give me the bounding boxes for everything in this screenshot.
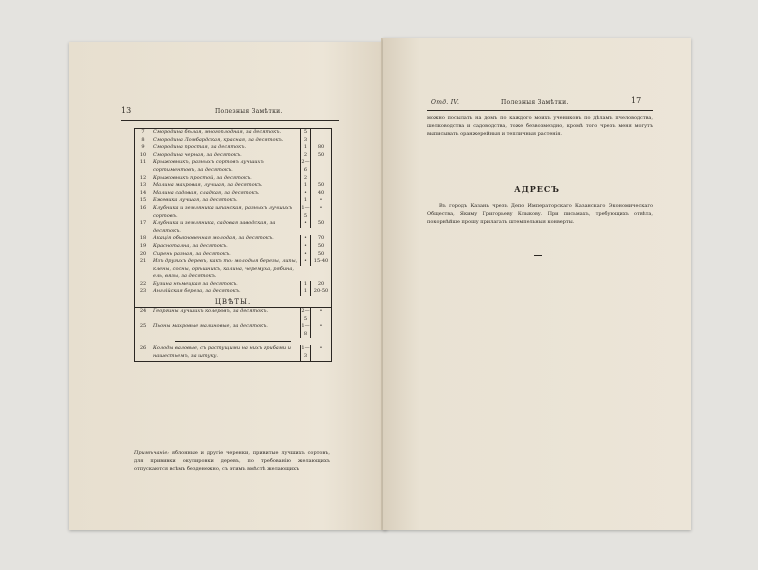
row-number: 7	[141, 129, 145, 135]
table-row	[135, 323, 331, 338]
row-description: Акація обыкновенная молодая, за десятокъ.	[153, 235, 274, 242]
row-description: Клубника и земляника, садовая заводская, за десятокъ.	[153, 220, 276, 234]
row-kopecks: •	[319, 345, 323, 352]
row-rubles: 2—5	[301, 308, 310, 322]
row-number: 24	[139, 308, 147, 315]
footnote-text: яблонные и другіе черенки, привитые лучшихъ сортовъ, для прививки окулировки деревъ, по требованію желающихъ отпускаются всѣмъ безденежно, съ этимъ вмѣстѣ желающихъ	[134, 450, 331, 472]
right-page	[383, 38, 691, 530]
row-kopecks: 70	[317, 235, 325, 242]
table-row	[135, 235, 331, 243]
address-heading: АДРЕСЪ	[514, 184, 560, 194]
top-paragraph: можно посылать на домъ по каждого моихъ учениковъ по дѣламъ пчеловодства, шелководства и садоводства, тоже безвозмездно, кромѣ того чрезъ меня могутъ выписывать оранжерейныя и тепличныя растенія.	[427, 115, 653, 137]
row-description: Клубника и земляника шпанская, разныхъ лучшихъ сортовъ.	[153, 204, 293, 219]
row-rubles: 1—3	[301, 345, 310, 360]
row-rubles: •	[300, 190, 311, 198]
row-number: 14	[139, 189, 147, 196]
row-description: Бузина нѣмецкая за десятокъ.	[153, 280, 238, 287]
row-kopecks: •	[319, 323, 323, 330]
row-number: 19	[139, 242, 147, 249]
row-number: 8	[141, 136, 145, 143]
closing-dash	[534, 255, 542, 256]
row-rubles: •	[300, 243, 311, 251]
row-kopecks: 80	[317, 144, 325, 151]
row-kopecks: 50	[317, 182, 325, 189]
row-description: Пьоны махровые малиновые, за десятокъ.	[153, 323, 268, 330]
section-title-flowers: ЦВѢТЫ.	[135, 296, 331, 308]
row-rubles: 1	[300, 197, 311, 205]
row-description: Сирень разная, за десятокъ.	[153, 250, 231, 257]
row-kopecks: 40	[317, 189, 325, 196]
row-number: 9	[141, 144, 145, 151]
row-rubles: 1	[300, 288, 311, 296]
header-rule	[121, 120, 339, 121]
row-rubles: 1	[300, 144, 311, 152]
table-divider	[175, 341, 291, 342]
table-row	[135, 258, 331, 281]
row-number: 20	[139, 250, 147, 257]
footnote-label: Примѣчаніе:	[134, 450, 169, 456]
row-number: 25	[139, 323, 147, 330]
row-number: 17	[139, 220, 147, 227]
table-row	[135, 251, 331, 259]
row-kopecks: •	[319, 308, 323, 315]
row-description: Малина садовая, сладкая, за десятокъ.	[153, 189, 260, 196]
table-row	[135, 308, 331, 323]
row-number: 12	[139, 174, 147, 181]
table-row	[135, 159, 331, 174]
row-description: Англійская береза, за десятокъ.	[153, 288, 241, 295]
row-kopecks: 50	[317, 220, 325, 227]
table-row	[135, 205, 331, 220]
row-number: 15	[139, 197, 147, 204]
table-row	[135, 243, 331, 251]
row-rubles: 1	[300, 281, 311, 289]
table-row	[135, 175, 331, 183]
row-rubles: 2	[300, 175, 311, 183]
row-kopecks: 50	[317, 242, 325, 249]
left-page-number: 13	[121, 106, 132, 115]
table-row	[135, 129, 331, 137]
right-page-number: 17	[631, 96, 642, 105]
book-spread	[69, 38, 691, 530]
row-rubles: •	[300, 258, 311, 266]
row-description: Малина махровая, лучшая, за десятокъ.	[153, 182, 263, 189]
table-row	[135, 144, 331, 152]
row-number: 26	[139, 345, 147, 352]
table-row	[135, 220, 331, 235]
row-rubles: 2	[300, 152, 311, 160]
row-number: 10	[139, 151, 147, 158]
row-number: 18	[139, 235, 147, 242]
left-running-header: Полезныя Замѣтки.	[215, 108, 283, 115]
row-description: Смородина бѣлая, многоплодная, за десятокъ.	[153, 129, 282, 135]
right-section-label: Отд. IV.	[431, 99, 460, 106]
row-kopecks: 15-40	[313, 258, 329, 265]
row-rubles: 3	[300, 137, 311, 145]
row-number: 23	[139, 288, 147, 295]
table-row	[135, 288, 331, 296]
left-page	[69, 42, 387, 530]
row-description: Ежевика лучшая, за десятокъ.	[153, 197, 238, 204]
row-number: 11	[139, 159, 147, 166]
row-description: Смородина черная, за десятокъ.	[153, 151, 242, 158]
row-number: 16	[139, 204, 147, 211]
right-running-header: Полезныя Замѣтки.	[501, 99, 569, 106]
row-rubles: 1—8	[301, 323, 310, 337]
row-rubles: 5	[300, 129, 311, 137]
row-rubles: 1—5	[301, 204, 310, 219]
row-rubles: •	[300, 220, 311, 228]
row-kopecks: 20-50	[313, 288, 329, 295]
table-row	[135, 197, 331, 205]
row-number: 13	[139, 182, 147, 189]
row-kopecks: •	[319, 204, 323, 211]
row-rubles: 1	[300, 182, 311, 190]
table-row	[135, 152, 331, 160]
row-description: Крыжовникъ, разныхъ сортовъ лучшихъ сортиментовъ, за десятокъ.	[153, 159, 264, 173]
table-row	[135, 182, 331, 190]
row-number: 22	[139, 280, 147, 287]
row-description: Краснотална, за десятокъ.	[153, 242, 228, 249]
row-kopecks: 50	[317, 250, 325, 257]
row-kopecks: 20	[317, 280, 325, 287]
row-rubles: 2—6	[301, 159, 310, 173]
footnote	[134, 450, 330, 473]
row-rubles: •	[300, 251, 311, 259]
row-description: Смородина простая, за десятокъ.	[153, 144, 247, 151]
table-row	[135, 190, 331, 198]
address-paragraph: Въ городъ Казань чрезъ Депо Императорскаго Казанскаго Экономическаго Общества, Якиму Григорьеву Клыкову. При письмахъ, требующихъ отвѣта, покорнѣйше прошу прилагать штемпельныя конверты.	[427, 203, 653, 225]
table-row	[135, 345, 331, 361]
table-row	[135, 137, 331, 145]
row-kopecks: •	[319, 197, 323, 204]
row-number: 21	[139, 258, 147, 265]
row-kopecks: 50	[317, 151, 325, 158]
header-rule-right	[427, 110, 653, 111]
row-description: Смородина Ломбардская, красная, за десятокъ.	[153, 136, 284, 143]
row-description: Изъ другихъ деревъ, какъ то: молодыя березы, липы, клены, сосны, орѣшникъ, калина, черемуха, рябина, ель, вязы, за десятокъ.	[153, 258, 298, 280]
row-description: Георгины лучшихъ колеровъ, за десятокъ.	[153, 308, 269, 315]
row-description: Колоды валовые, съ растущими на нихъ грибами и нашестьемъ, за штуку.	[153, 345, 291, 360]
row-rubles: •	[300, 235, 311, 243]
row-description: Крыжовникъ простой, за десятокъ.	[153, 174, 252, 181]
price-table	[134, 128, 332, 362]
